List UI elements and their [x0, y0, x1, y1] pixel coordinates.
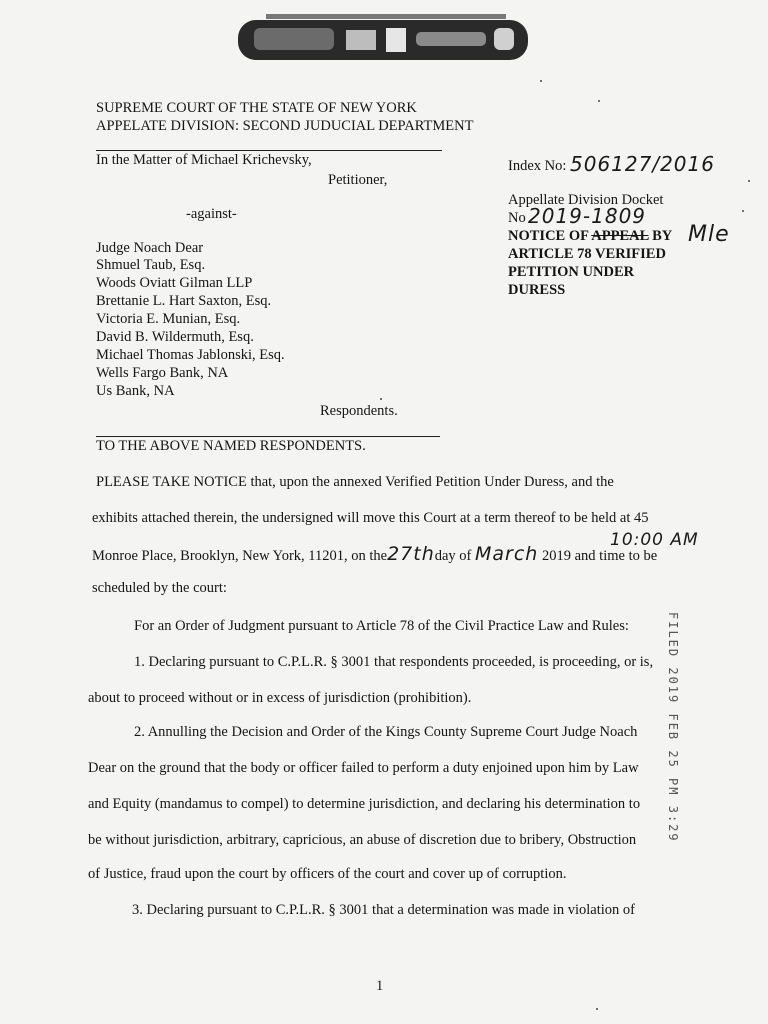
- top-stamp-artifact: [236, 14, 530, 66]
- court-division: APPELATE DIVISION: SECOND JUDUCIAL DEPARTMENT: [96, 118, 474, 134]
- body-line-part: day of: [434, 548, 472, 564]
- day-handwritten: 27th: [387, 543, 435, 565]
- by-handwritten: Mle: [688, 222, 730, 247]
- body-line: and Equity (mandamus to compel) to determine jurisdiction, and declaring his determination to: [88, 796, 641, 812]
- respondent-item: Judge Noach Dear: [96, 240, 204, 256]
- notice-title-line4: DURESS: [508, 282, 566, 298]
- body-line: [92, 543, 658, 565]
- respondent-item: Wells Fargo Bank, NA: [96, 365, 229, 381]
- time-handwritten: 10:00 AM: [610, 530, 699, 550]
- respondent-item: Victoria E. Munian, Esq.: [96, 311, 241, 327]
- caption-bottom-rule: [96, 436, 440, 437]
- court-name: SUPREME COURT OF THE STATE OF NEW YORK: [96, 100, 417, 116]
- body-line: Dear on the ground that the body or officer failed to perform a duty enjoined upon him by Law: [88, 760, 639, 776]
- body-line: For an Order of Judgment pursuant to Article 78 of the Civil Practice Law and Rules:: [134, 618, 629, 634]
- notice-by: BY: [652, 228, 673, 244]
- respondents-role: Respondents.: [320, 403, 398, 419]
- body-line: PLEASE TAKE NOTICE that, upon the annexed Verified Petition Under Duress, and the: [96, 474, 614, 490]
- respondent-item: David B. Wildermuth, Esq.: [96, 329, 254, 345]
- scan-speck: [540, 80, 542, 82]
- page-number: 1: [376, 978, 384, 994]
- body-line: exhibits attached therein, the undersigned will move this Court at a term thereof to be held at 45: [92, 510, 649, 526]
- docket-number-handwritten: 2019-1809: [528, 204, 647, 228]
- struck-word: APPEAL: [591, 228, 649, 244]
- body-line-part: Monroe Place, Brooklyn, New York, 11201, on the: [92, 548, 388, 564]
- body-line: 1. Declaring pursuant to C.P.L.R. § 3001 that respondents proceeded, is proceeding, or is,: [134, 654, 654, 670]
- scan-speck: [596, 1008, 598, 1010]
- matter-line: In the Matter of Michael Krichevsky,: [96, 152, 312, 168]
- docket-label: Appellate Division Docket: [508, 192, 664, 208]
- scan-speck: [598, 100, 600, 102]
- notice-title-line3: PETITION UNDER: [508, 264, 635, 280]
- salutation: TO THE ABOVE NAMED RESPONDENTS.: [96, 438, 366, 454]
- body-line: 2. Annulling the Decision and Order of the Kings County Supreme Court Judge Noach: [134, 724, 638, 740]
- caption-top-rule: [96, 150, 442, 151]
- index-number-handwritten: 506127/2016: [570, 152, 715, 176]
- scan-speck: [742, 210, 744, 212]
- filing-stamp: [648, 612, 680, 843]
- scan-speck: [380, 398, 382, 400]
- docket-no-label: No: [508, 210, 526, 226]
- body-line: scheduled by the court:: [92, 580, 227, 596]
- respondent-item: Michael Thomas Jablonski, Esq.: [96, 347, 285, 363]
- against-label: -against-: [186, 206, 237, 222]
- body-line-part: 2019 and time to be: [541, 548, 658, 564]
- petitioner-role: Petitioner,: [328, 172, 388, 188]
- notice-title-line1: [508, 228, 672, 245]
- respondent-item: Brettanie L. Hart Saxton, Esq.: [96, 293, 272, 309]
- scan-speck: [748, 180, 750, 182]
- body-line: of Justice, fraud upon the court by officers of the court and cover up of corruption.: [88, 866, 567, 882]
- respondent-item: Us Bank, NA: [96, 383, 175, 399]
- body-line: be without jurisdiction, arbitrary, capricious, an abuse of discretion due to bribery, Obstruction: [88, 832, 637, 848]
- month-handwritten: March: [475, 543, 539, 565]
- filing-stamp-text: FILED 2019 FEB 25 PM 3:29: [666, 612, 680, 843]
- respondent-item: Woods Oviatt Gilman LLP: [96, 275, 253, 291]
- respondent-item: Shmuel Taub, Esq.: [96, 257, 206, 273]
- body-line: 3. Declaring pursuant to C.P.L.R. § 3001 that a determination was made in violation of: [132, 902, 635, 918]
- index-label: Index No:: [508, 158, 567, 174]
- notice-title-line2: ARTICLE 78 VERIFIED: [508, 246, 666, 262]
- body-line: about to proceed without or in excess of jurisdiction (prohibition).: [88, 690, 472, 706]
- notice-of: NOTICE OF: [508, 228, 589, 244]
